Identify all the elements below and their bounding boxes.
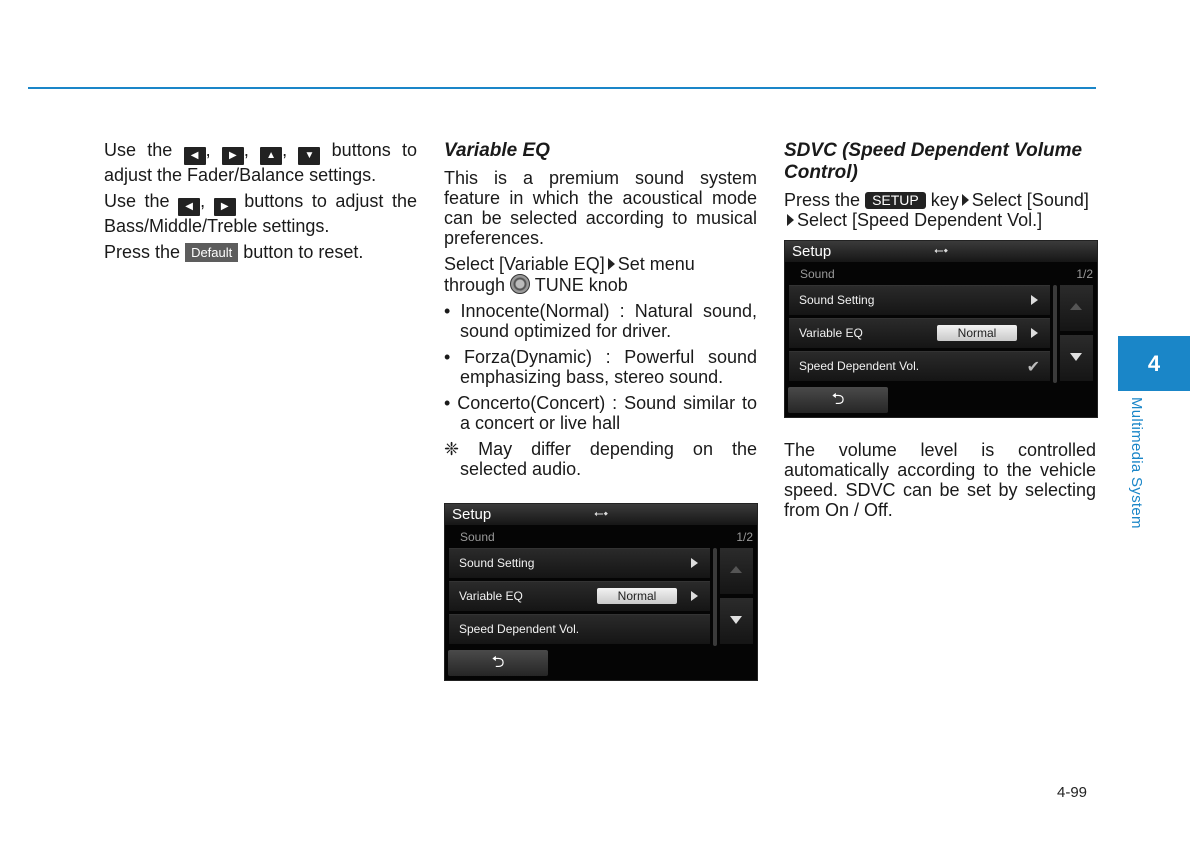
chevron-right-icon	[1031, 295, 1038, 305]
scroll-up-button	[720, 548, 753, 594]
usb-icon: ⭠⬩	[594, 506, 608, 520]
setup-key-icon: SETUP	[865, 192, 926, 209]
column-2	[444, 140, 757, 485]
chevron-right-icon	[691, 591, 698, 601]
header-rule	[28, 87, 1096, 89]
usb-icon: ⭠⬩	[934, 243, 948, 257]
eq-value-badge: Normal	[597, 588, 677, 604]
triangle-icon	[787, 214, 794, 226]
list-item: • Concerto(Concert) : Sound similar to a concert or live hall	[444, 393, 757, 433]
chapter-number-tab: 4	[1118, 336, 1190, 391]
screen-page-indicator: 1/2	[736, 530, 753, 544]
menu-row-sound-setting: Sound Setting	[449, 548, 710, 578]
menu-row-sound-setting: Sound Setting	[789, 285, 1050, 315]
menu-row-speed-dependent-vol: Speed Dependent Vol.	[449, 614, 710, 644]
chapter-title: Multimedia System	[1128, 397, 1145, 529]
down-arrow-icon: ▼	[298, 147, 320, 165]
up-arrow-icon: ▲	[260, 147, 282, 165]
left-arrow-icon: ◀	[184, 147, 206, 165]
tone-paragraph: Use the ◀ , ▶ buttons to adjust the Bass/Middle/Treble settings.	[104, 191, 417, 236]
column-1	[104, 140, 417, 268]
scrollbar	[713, 548, 717, 646]
scroll-up-button	[1060, 285, 1093, 331]
screen-page-indicator: 1/2	[1076, 267, 1093, 281]
chevron-right-icon	[1031, 328, 1038, 338]
setup-screen-image	[444, 503, 758, 681]
tune-knob-icon	[510, 274, 530, 294]
right-arrow-icon: ▶	[222, 147, 244, 165]
variable-eq-heading: Variable EQ	[444, 140, 550, 161]
menu-row-speed-dependent-vol: Speed Dependent Vol. ✔	[789, 351, 1050, 381]
column-3	[784, 140, 1096, 236]
triangle-icon	[608, 258, 615, 270]
note: ❈ May differ depending on the selected audio.	[444, 439, 757, 479]
scroll-down-button	[720, 598, 753, 644]
down-arrow-icon	[730, 616, 742, 624]
default-button-icon: Default	[185, 243, 238, 262]
left-arrow-icon: ◀	[178, 198, 200, 216]
chevron-right-icon	[691, 558, 698, 568]
screen-subtitle: Sound	[460, 530, 495, 544]
menu-row-variable-eq: Variable EQ Normal	[789, 318, 1050, 348]
up-arrow-icon	[730, 566, 742, 573]
sdvc-description: The volume level is controlled automatically according to the vehicle speed. SDVC can be set by selecting from On / Off.	[784, 440, 1096, 520]
scroll-down-button	[1060, 335, 1093, 381]
up-arrow-icon	[1070, 303, 1082, 310]
menu-row-variable-eq: Variable EQ Normal	[449, 581, 710, 611]
screen-title: Setup	[452, 506, 492, 523]
scrollbar	[1053, 285, 1057, 383]
reset-paragraph: Press the Default button to reset.	[104, 242, 364, 262]
page-number: 4-99	[1057, 784, 1088, 801]
back-button: ⮌	[788, 387, 888, 413]
setup-screen-image	[784, 240, 1098, 418]
variable-eq-intro: This is a premium sound system feature in which the acoustical mode can be selected according to musical preferences.	[444, 168, 757, 248]
down-arrow-icon	[1070, 353, 1082, 361]
triangle-icon	[962, 194, 969, 206]
variable-eq-select: Select [Variable EQ] Set menu through TUNE knob	[444, 254, 695, 295]
screen-subtitle: Sound	[800, 267, 835, 281]
screen-title-bar	[785, 241, 1097, 262]
fader-balance-paragraph: Use the ◀ , ▶ , ▲ , ▼ buttons to adjust the Fader/Balance settings.	[104, 140, 417, 185]
eq-value-badge: Normal	[937, 325, 1017, 341]
screen-title: Setup	[792, 243, 832, 260]
right-arrow-icon: ▶	[214, 198, 236, 216]
back-button: ⮌	[448, 650, 548, 676]
list-item: • Forza(Dynamic) : Powerful sound emphasizing bass, stereo sound.	[444, 347, 757, 387]
checkmark-icon: ✔	[1026, 359, 1040, 376]
screen-title-bar	[445, 504, 757, 525]
sdvc-heading: SDVC (Speed Dependent Volume Control)	[784, 140, 1083, 183]
list-item: • Innocente(Normal) : Natural sound, sound optimized for driver.	[444, 301, 757, 341]
sdvc-steps: Press the SETUP key Select [Sound] Select [Speed Dependent Vol.]	[784, 190, 1089, 230]
